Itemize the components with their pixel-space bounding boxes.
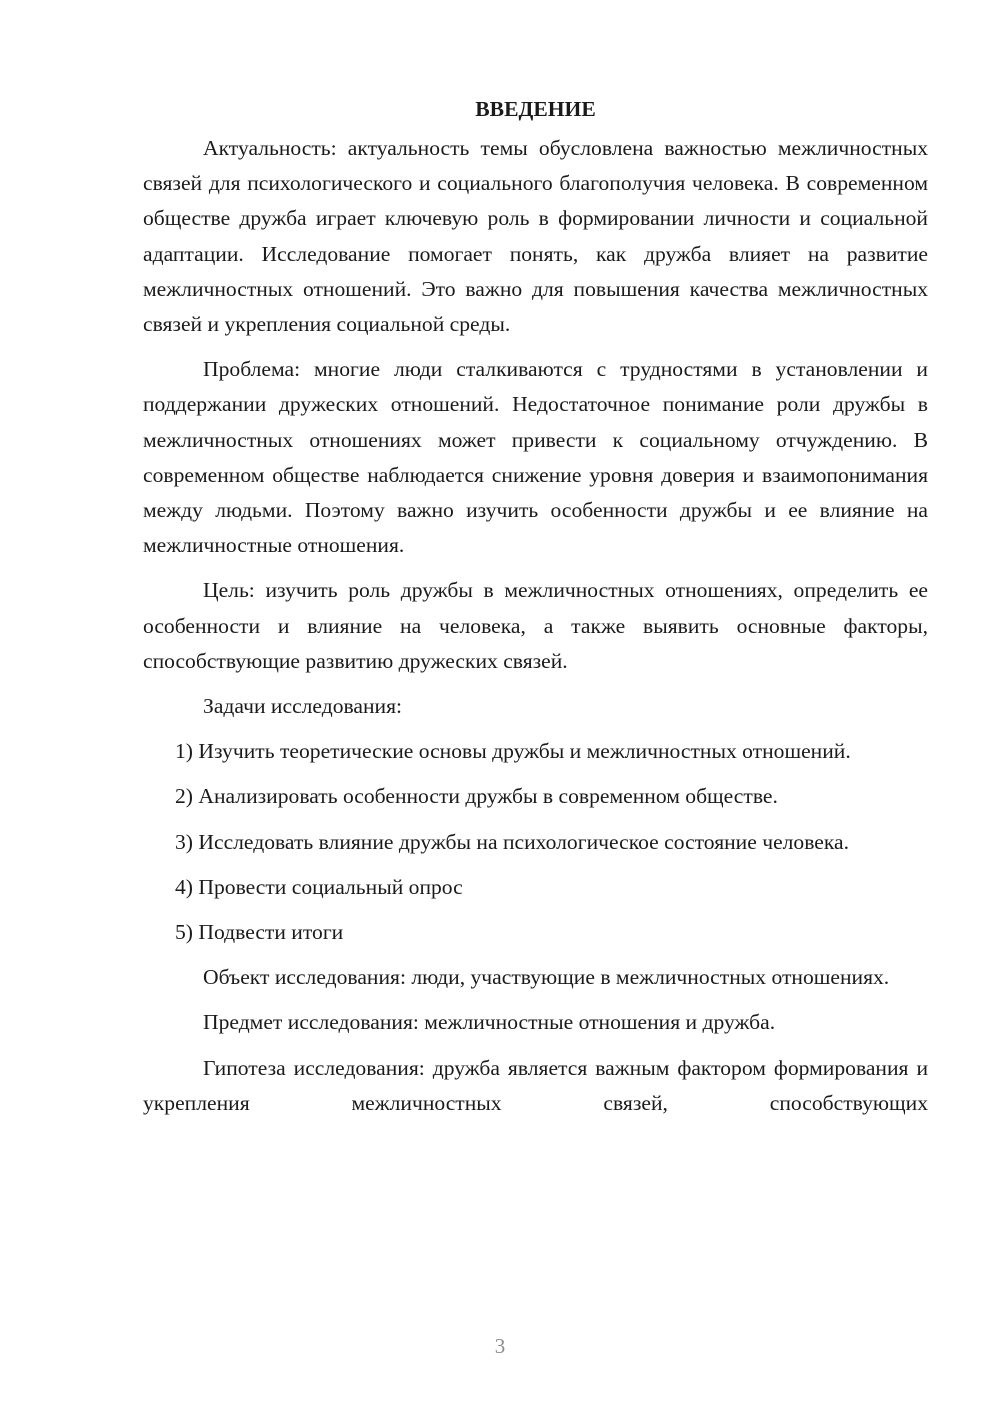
paragraph-object: Объект исследования: люди, участвующие в межличностных отношениях. (203, 965, 890, 990)
paragraph-hypothesis: Гипотеза исследования: дружба является важным фактором формирования и укрепления межличностных связей, способствующих (143, 1055, 928, 1115)
paragraph-tasks-heading: Задачи исследования: (203, 694, 403, 719)
task-item-4: 4) Провести социальный опрос (175, 874, 463, 899)
paragraph-relevance: Актуальность: актуальность темы обусловлена важностью межличностных связей для психологического и социального благополучия человека. В современном обществе дружба играет ключевую роль в формировании личности и социальной адаптации. Исследование помогает понять, как дружба влияет на развитие межличностных отношений. Это важно для повышения качества межличностных связей и укрепления социальной среды. (143, 136, 928, 337)
page-number: 3 (494, 1334, 506, 1358)
paragraph-goal: Цель: изучить роль дружбы в межличностных отношениях, определить ее особенности и влияние на человека, а также выявить основные факторы, способствующие развитию дружеских связей. (143, 578, 928, 673)
task-item-2: 2) Анализировать особенности дружбы в современном обществе. (175, 784, 778, 809)
document-title: ВВЕДЕНИЕ (475, 97, 596, 121)
task-item-3: 3) Исследовать влияние дружбы на психологическое состояние человека. (175, 829, 850, 854)
task-item-5: 5) Подвести итоги (175, 920, 344, 945)
paragraph-subject: Предмет исследования: межличностные отношения и дружба. (203, 1010, 776, 1035)
document-page (143, 92, 928, 1131)
paragraph-problem: Проблема: многие люди сталкиваются с трудностями в установлении и поддержании дружеских отношений. Недостаточное понимание роли дружбы в межличностных отношениях может привести к социальному отчуждению. В современном обществе наблюдается снижение уровня доверия и взаимопонимания между людьми. Поэтому важно изучить особенности дружбы и ее влияние на межличностные отношения. (143, 357, 928, 558)
task-item-1: 1) Изучить теоретические основы дружбы и межличностных отношений. (175, 739, 851, 764)
